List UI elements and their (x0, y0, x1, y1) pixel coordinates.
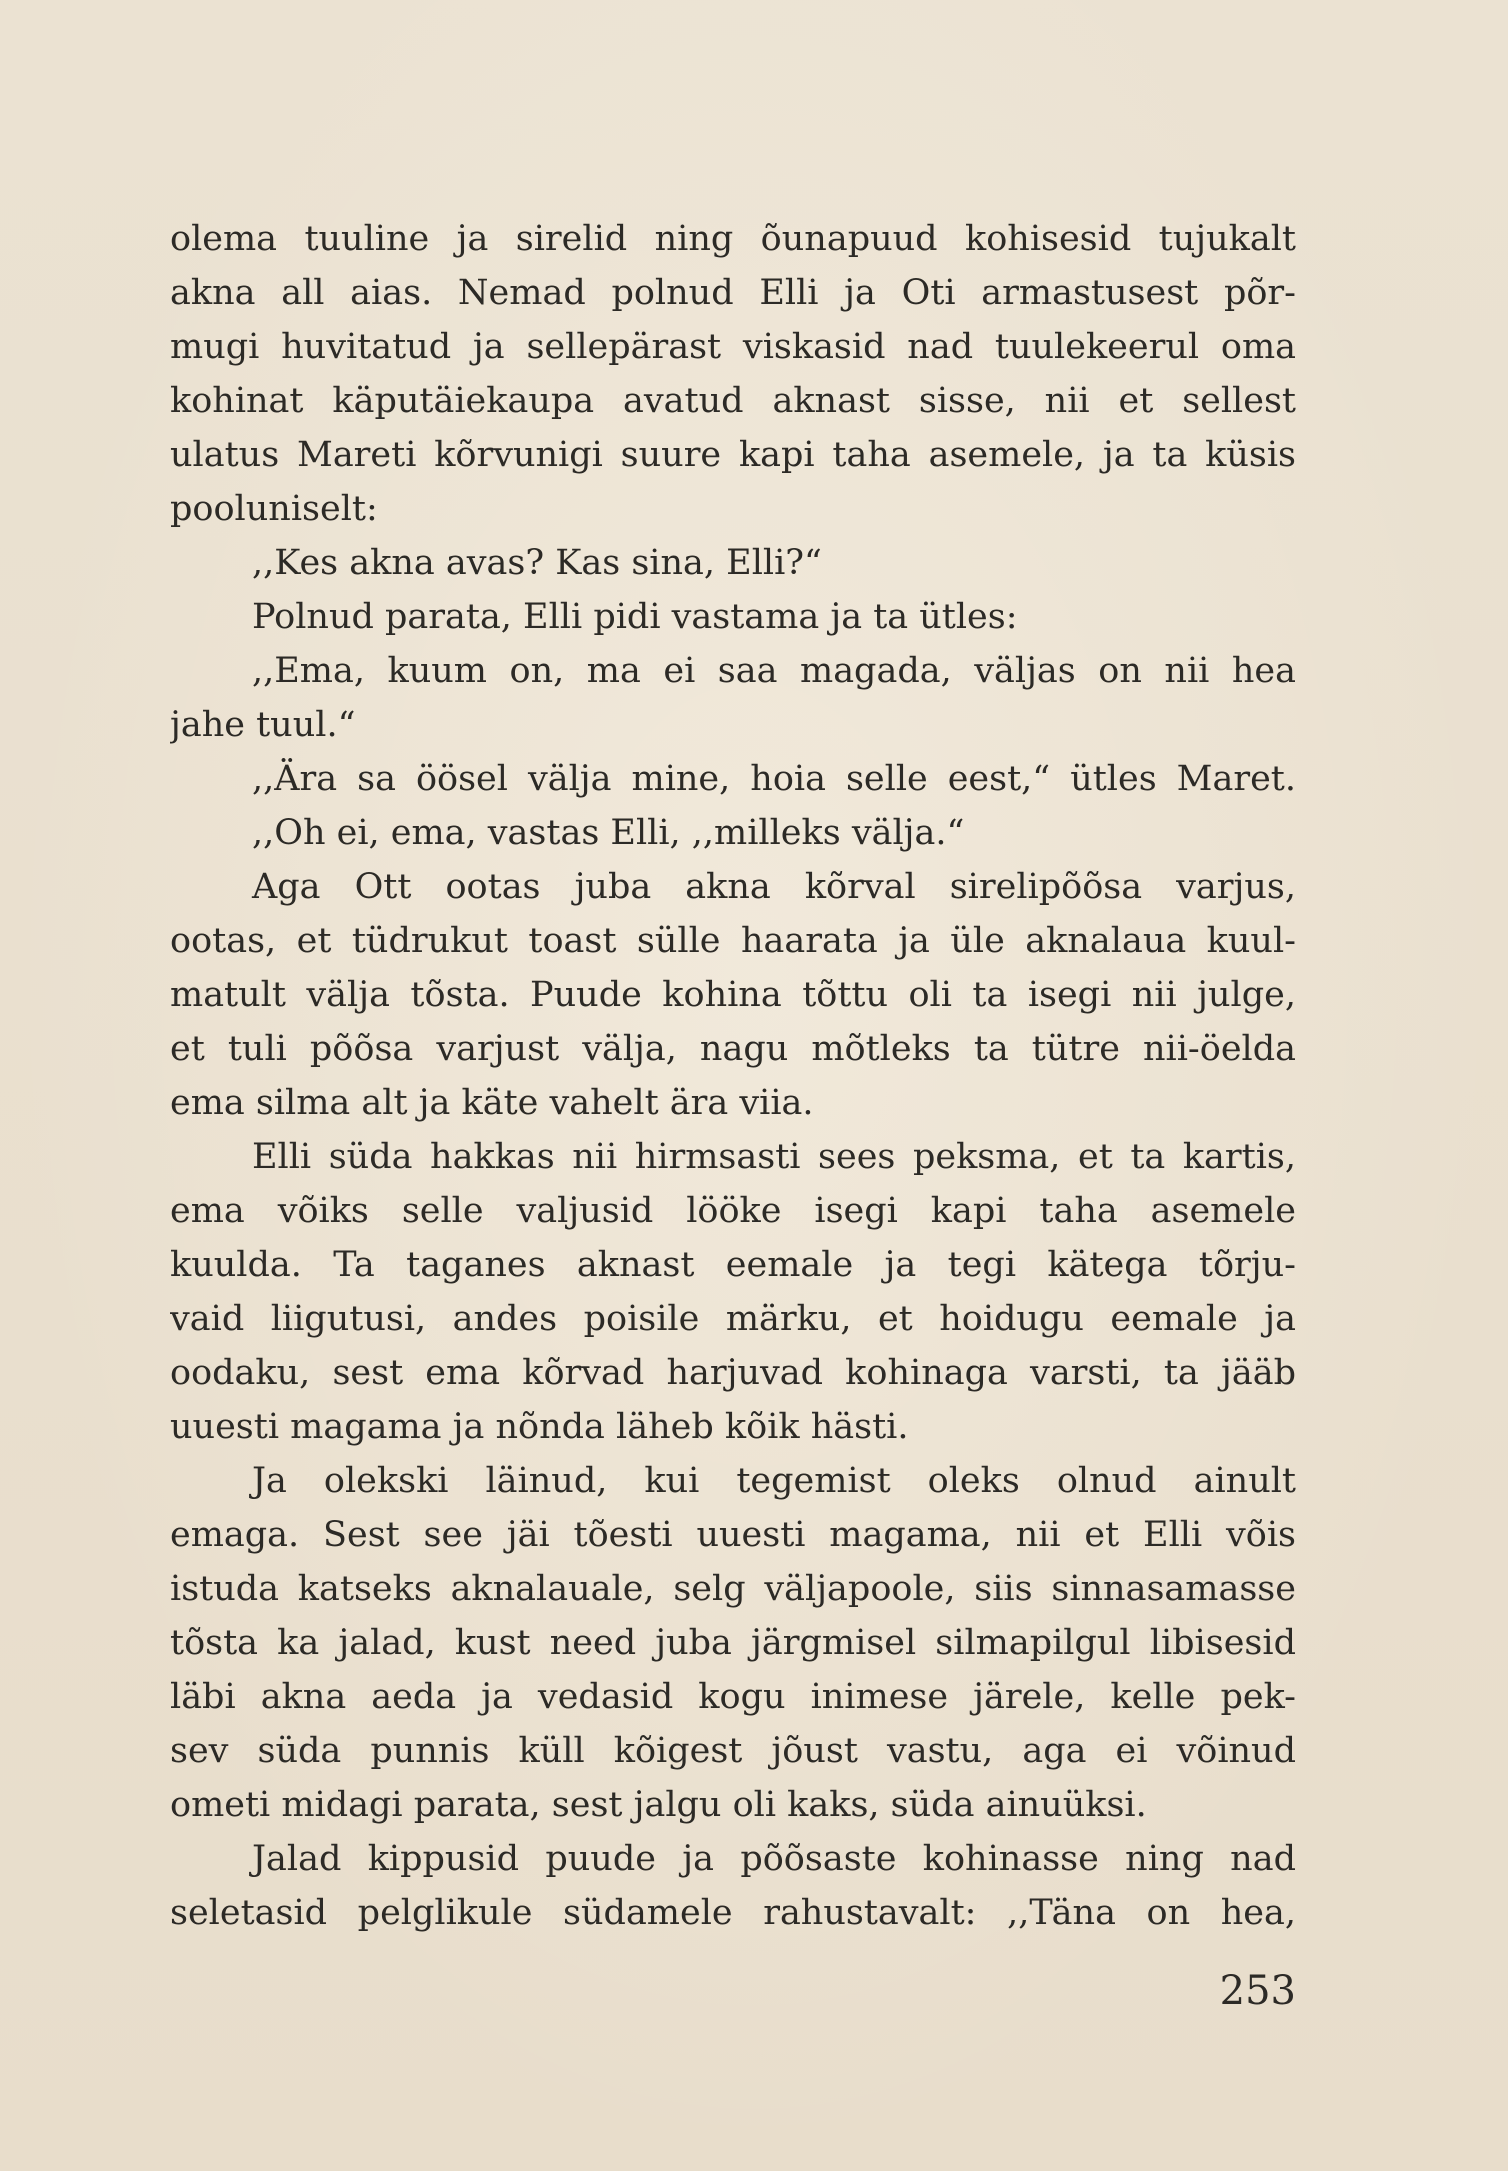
text-line: et tuli põõsa varjust välja, nagu mõtleks ta tütre nii-öelda (170, 1029, 1296, 1069)
text-line: matult välja tõsta. Puude kohina tõttu oli ta isegi nii julge, (170, 975, 1296, 1015)
page-number: 253 (1219, 1968, 1296, 2014)
text-line: kohinat käputäiekaupa avatud aknast sisse, nii et sellest (170, 381, 1296, 421)
text-line: ema silma alt ja käte vahelt ära viia. (170, 1083, 814, 1123)
text-line: ,,Oh ei, ema, vastas Elli, ,,milleks välja.“ (252, 813, 965, 853)
text-line: Aga Ott ootas juba akna kõrval sirelipõõsa varjus, (252, 867, 1296, 907)
text-line: ,,Kes akna avas? Kas sina, Elli?“ (252, 543, 822, 583)
text-line: kuulda. Ta taganes aknast eemale ja tegi kätega tõrju- (170, 1245, 1296, 1285)
text-line: Ja olekski läinud, kui tegemist oleks olnud ainult (252, 1461, 1296, 1501)
text-line: ,,Ära sa öösel välja mine, hoia selle eest,“ ütles Maret. (252, 759, 1296, 799)
text-line: seletasid pelglikule südamele rahustavalt: ,,Täna on hea, (170, 1893, 1296, 1933)
text-line: Jalad kippusid puude ja põõsaste kohinasse ning nad (252, 1839, 1296, 1879)
text-line: emaga. Sest see jäi tõesti uuesti magama, nii et Elli võis (170, 1515, 1296, 1555)
text-line: pooluniselt: (170, 489, 378, 529)
text-line: istuda katseks aknalauale, selg väljapoole, siis sinnasamasse (170, 1569, 1296, 1609)
text-line: ometi midagi parata, sest jalgu oli kaks, süda ainuüksi. (170, 1785, 1147, 1825)
text-line: läbi akna aeda ja vedasid kogu inimese järele, kelle pek- (170, 1677, 1296, 1717)
text-line: uuesti magama ja nõnda läheb kõik hästi. (170, 1407, 909, 1447)
text-line: oodaku, sest ema kõrvad harjuvad kohinaga varsti, ta jääb (170, 1353, 1296, 1393)
text-line: ,,Ema, kuum on, ma ei saa magada, väljas on nii hea (252, 651, 1296, 691)
text-line: ema võiks selle valjusid lööke isegi kapi taha asemele (170, 1191, 1296, 1231)
text-line: tõsta ka jalad, kust need juba järgmisel silmapilgul libisesid (170, 1623, 1296, 1663)
text-line: vaid liigutusi, andes poisile märku, et hoidugu eemale ja (170, 1299, 1296, 1339)
text-line: Elli süda hakkas nii hirmsasti sees peksma, et ta kartis, (252, 1137, 1296, 1177)
text-line: akna all aias. Nemad polnud Elli ja Oti armastusest põr- (170, 273, 1296, 313)
text-line: Polnud parata, Elli pidi vastama ja ta ütles: (252, 597, 1018, 637)
text-line: sev süda punnis küll kõigest jõust vastu, aga ei võinud (170, 1731, 1296, 1771)
text-line: ulatus Mareti kõrvunigi suure kapi taha asemele, ja ta küsis (170, 435, 1296, 475)
text-line: ootas, et tüdrukut toast sülle haarata ja üle aknalaua kuul- (170, 921, 1296, 961)
text-line: jahe tuul.“ (170, 705, 356, 745)
text-line: olema tuuline ja sirelid ning õunapuud kohisesid tujukalt (170, 219, 1296, 259)
text-line: mugi huvitatud ja sellepärast viskasid nad tuulekeerul oma (170, 327, 1296, 367)
